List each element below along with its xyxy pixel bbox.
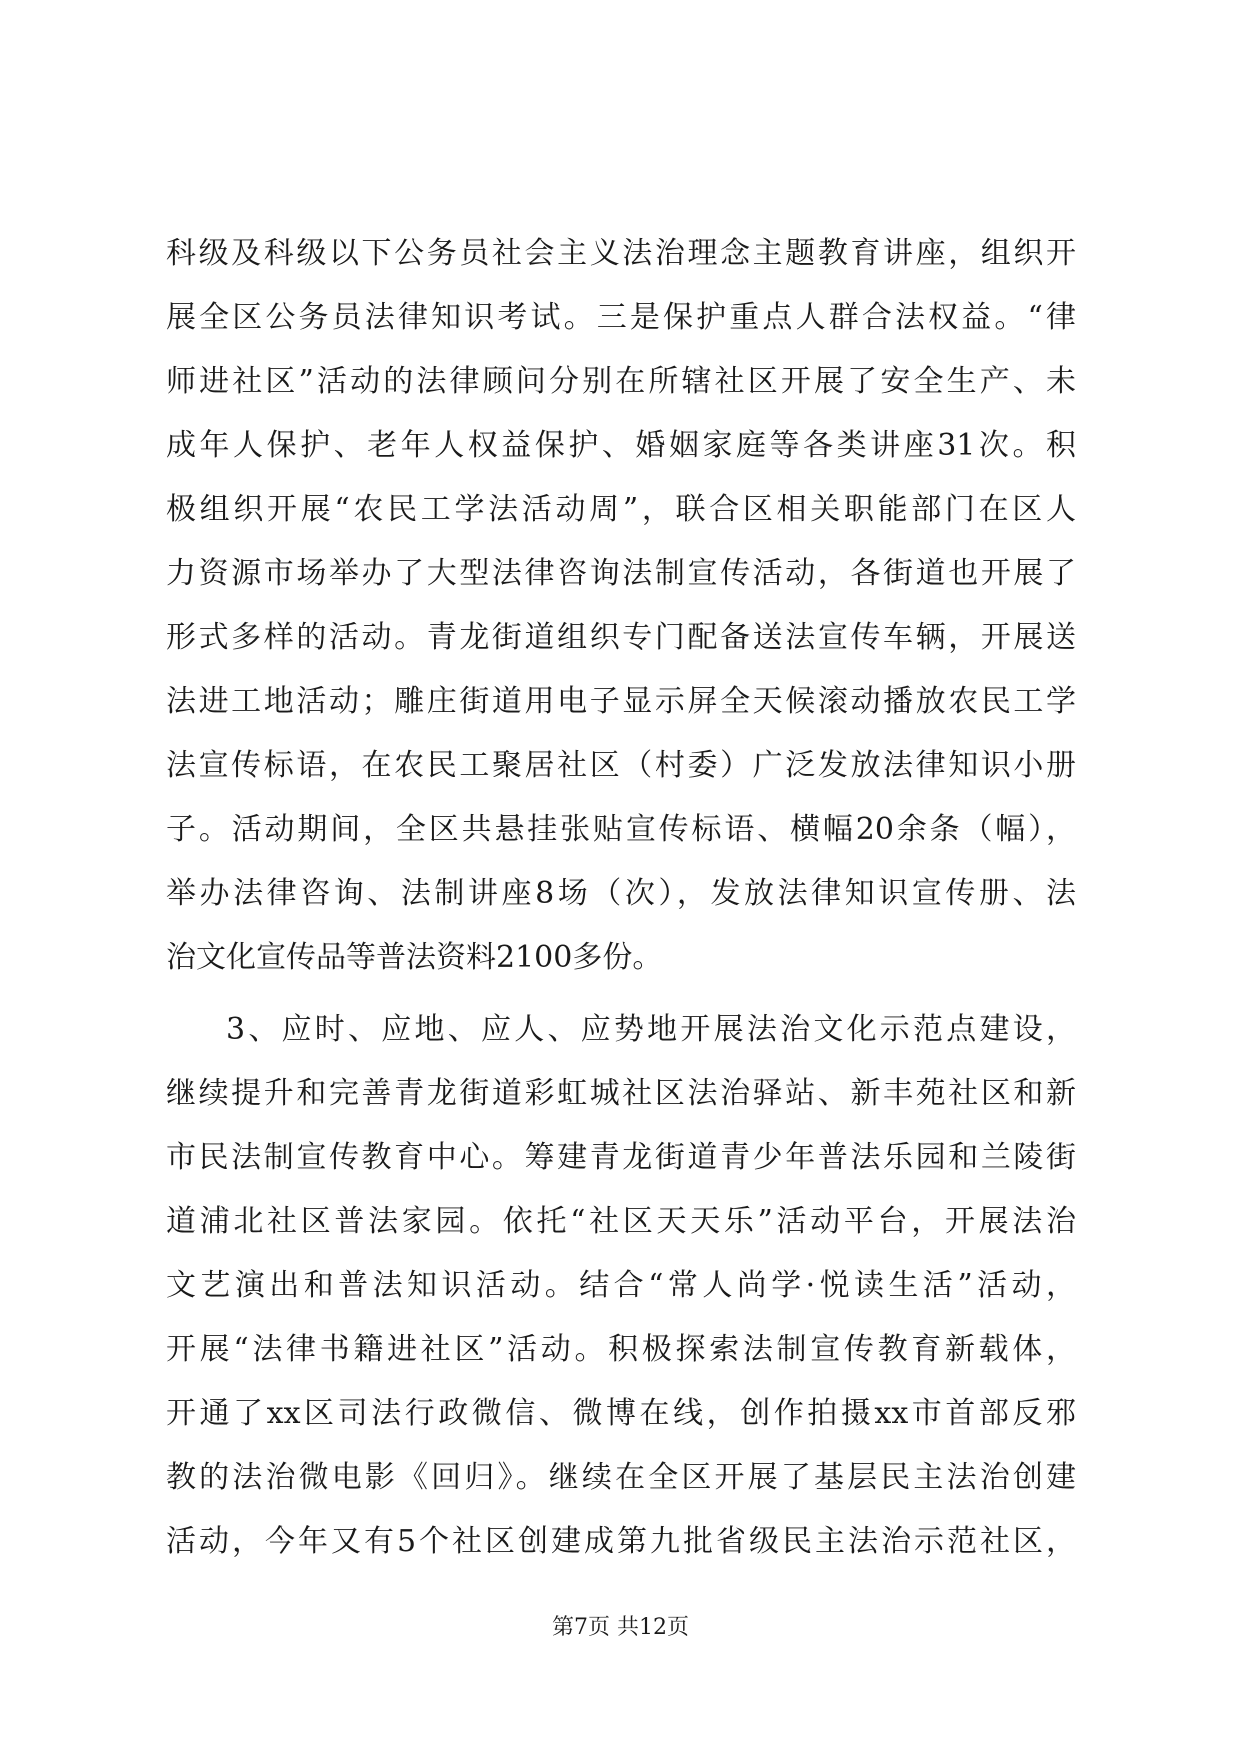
text-line: 继续提升和完善青龙街道彩虹城社区法治驿站、新丰苑社区和新 bbox=[166, 1076, 1076, 1111]
body-text bbox=[166, 222, 1076, 1574]
text-line: 法宣传标语，在农民工聚居社区（村委）广泛发放法律知识小册 bbox=[166, 748, 1076, 783]
text-line: 市民法制宣传教育中心。筹建青龙街道青少年普法乐园和兰陵街 bbox=[166, 1140, 1076, 1175]
text-line: 师进社区”活动的法律顾问分别在所辖社区开展了安全生产、未 bbox=[166, 364, 1076, 399]
text-line: 形式多样的活动。青龙街道组织专门配备送法宣传车辆，开展送 bbox=[166, 620, 1076, 655]
paragraph-2 bbox=[166, 998, 1076, 1574]
text-line: 开通了xx区司法行政微信、微博在线，创作拍摄xx市首部反邪 bbox=[166, 1396, 1076, 1431]
text-line: 成年人保护、老年人权益保护、婚姻家庭等各类讲座31次。积 bbox=[166, 428, 1076, 463]
text-line: 科级及科级以下公务员社会主义法治理念主题教育讲座，组织开 bbox=[166, 236, 1076, 271]
text-line: 极组织开展“农民工学法活动周”，联合区相关职能部门在区人 bbox=[166, 492, 1076, 527]
text-line: 举办法律咨询、法制讲座8场（次），发放法律知识宣传册、法 bbox=[166, 876, 1076, 911]
page-number-footer: 第7页 共12页 bbox=[552, 1615, 689, 1640]
text-line: 道浦北社区普法家园。依托“社区天天乐”活动平台，开展法治 bbox=[166, 1204, 1076, 1239]
text-line: 活动，今年又有5个社区创建成第九批省级民主法治示范社区， bbox=[166, 1524, 1076, 1559]
text-line: 力资源市场举办了大型法律咨询法制宣传活动，各街道也开展了 bbox=[166, 556, 1076, 591]
paragraph-gap bbox=[166, 990, 1076, 998]
text-line: 展全区公务员法律知识考试。三是保护重点人群合法权益。“律 bbox=[166, 300, 1076, 335]
text-line: 开展“法律书籍进社区”活动。积极探索法制宣传教育新载体， bbox=[166, 1332, 1076, 1367]
text-line: 教的法治微电影《回归》。继续在全区开展了基层民主法治创建 bbox=[166, 1460, 1076, 1495]
text-line: 治文化宣传品等普法资料2100多份。 bbox=[166, 940, 663, 975]
text-line: 文艺演出和普法知识活动。结合“常人尚学·悦读生活”活动， bbox=[166, 1268, 1076, 1303]
paragraph-1 bbox=[166, 222, 1076, 990]
text-line: 3、应时、应地、应人、应势地开展法治文化示范点建设， bbox=[226, 1012, 1076, 1047]
text-line: 子。活动期间，全区共悬挂张贴宣传标语、横幅20余条（幅）， bbox=[166, 812, 1076, 847]
text-line: 法进工地活动；雕庄街道用电子显示屏全天候滚动播放农民工学 bbox=[166, 684, 1076, 719]
